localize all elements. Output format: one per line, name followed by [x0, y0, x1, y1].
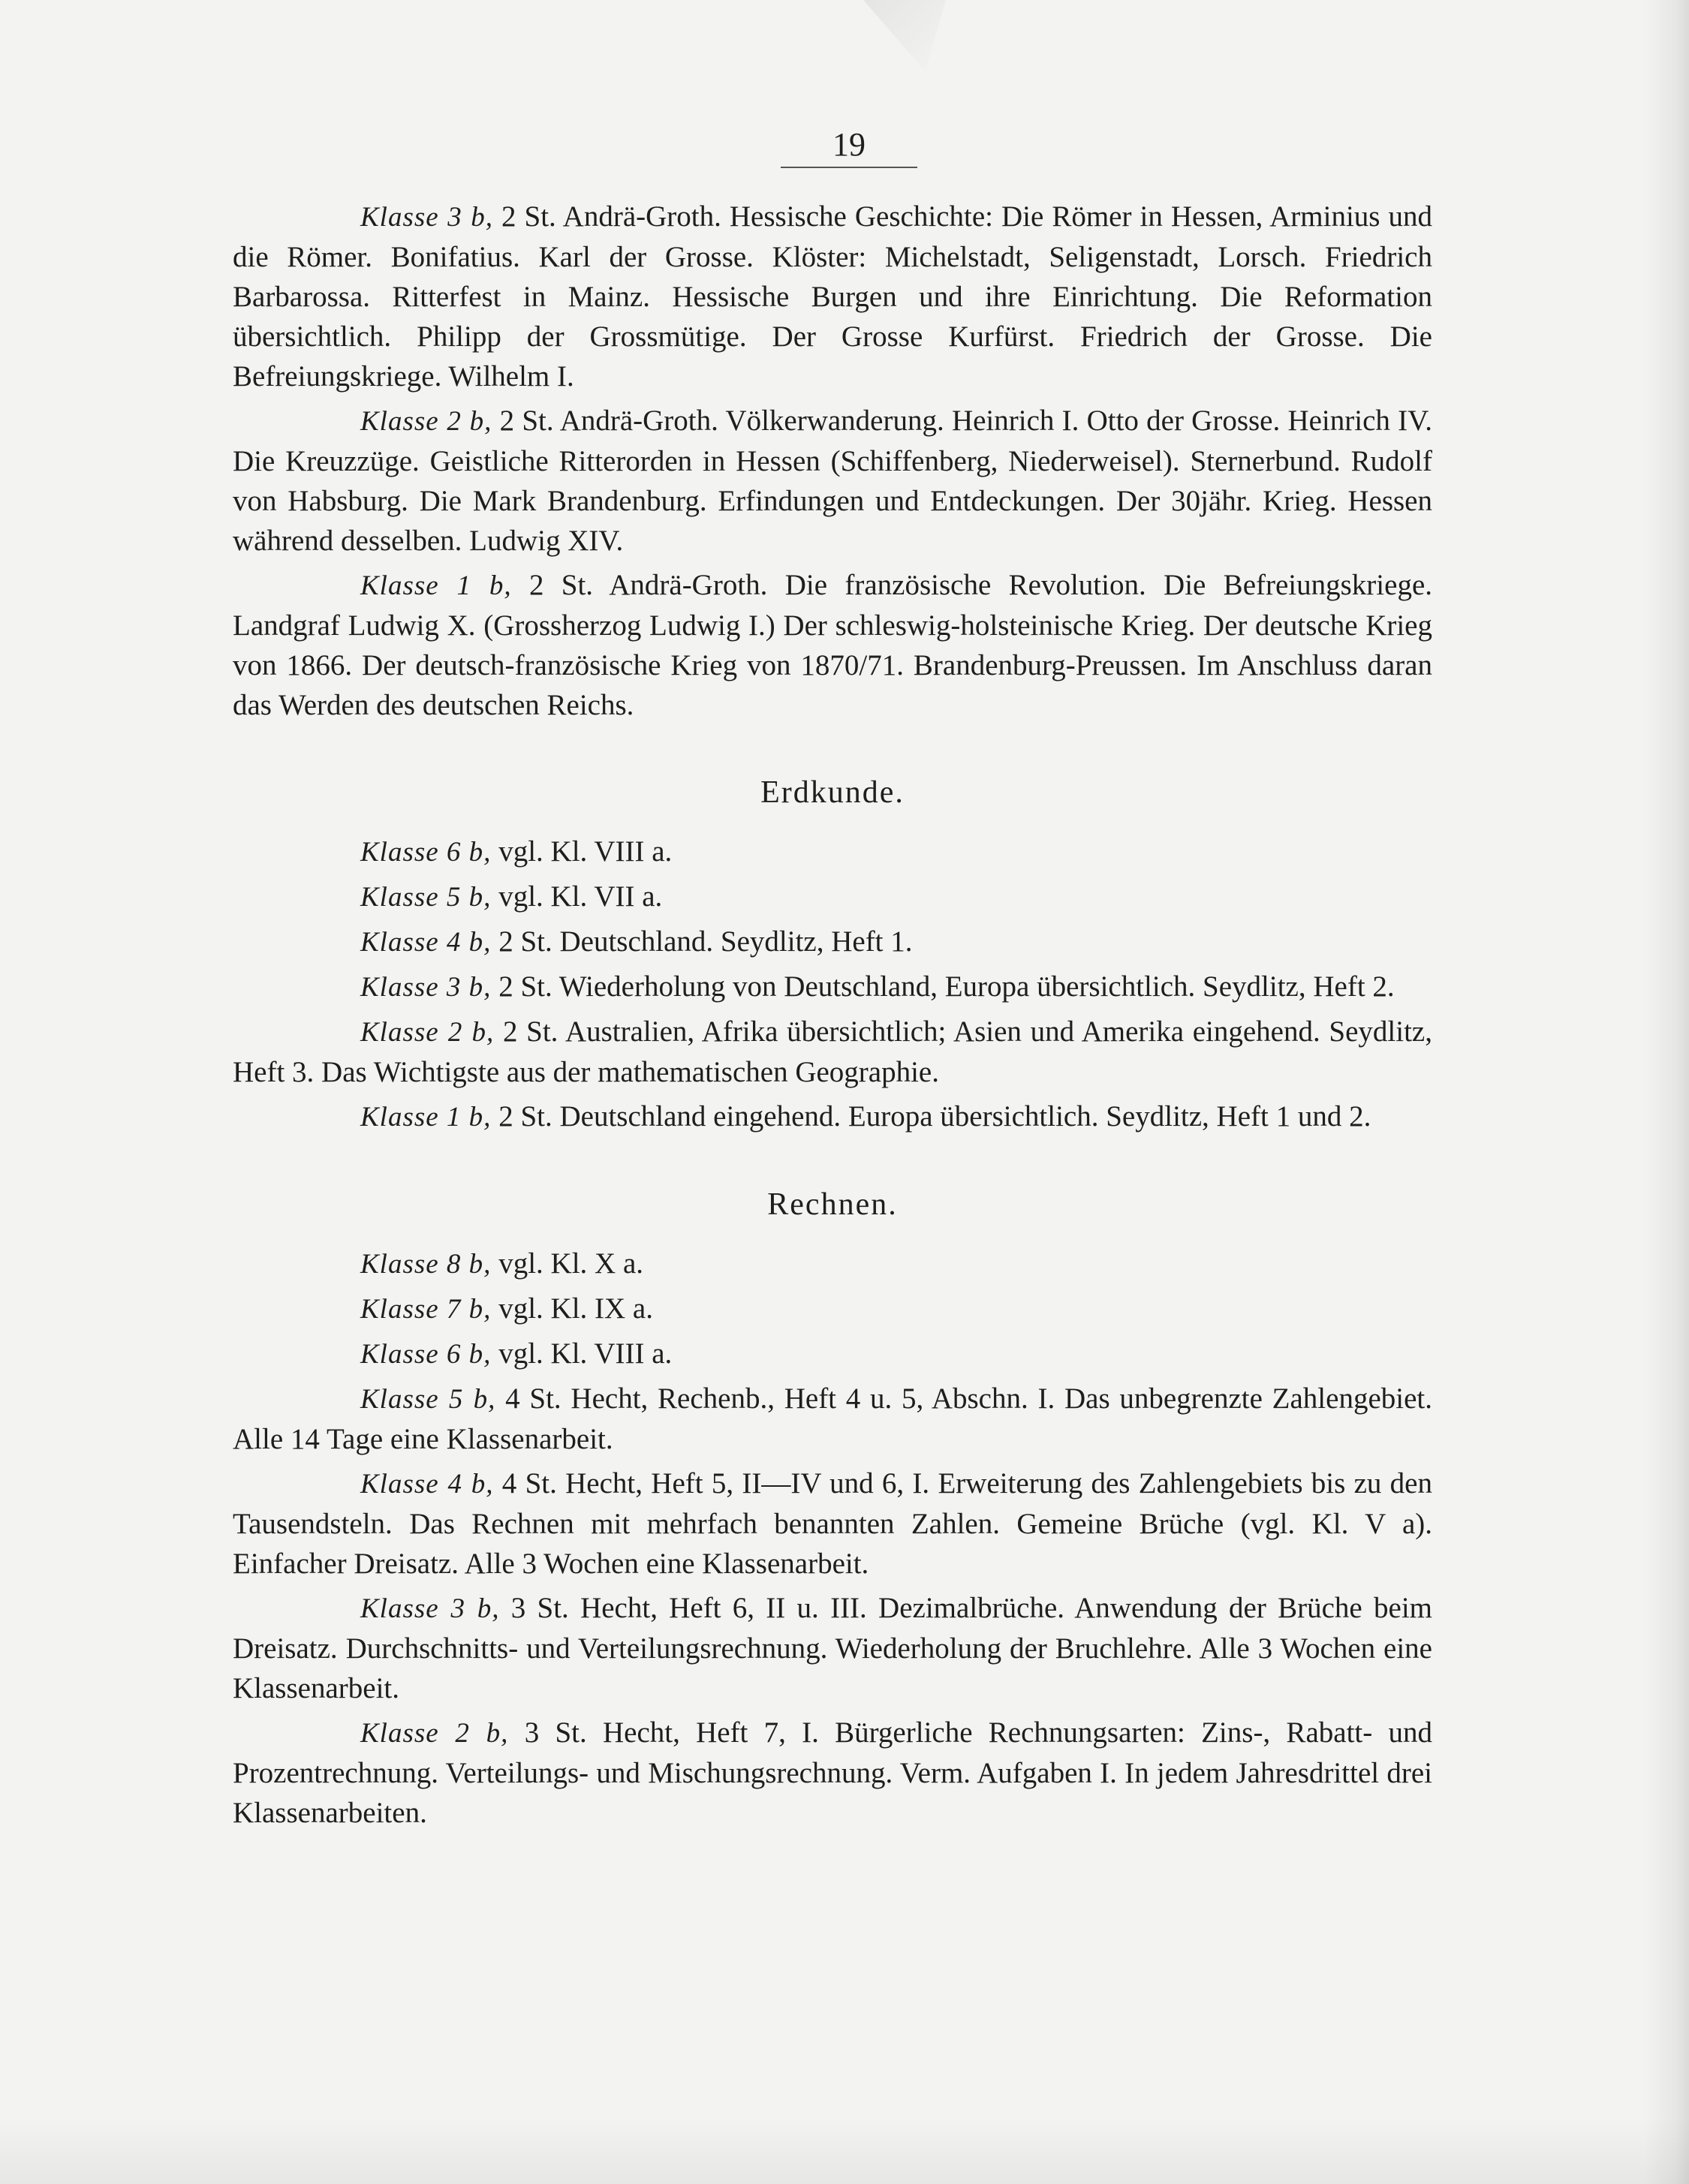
klasse-label: Klasse 1 b, [360, 570, 512, 601]
section-heading: Rechnen. [767, 1187, 898, 1222]
paragraph [233, 1244, 1432, 1284]
paragraph-text: vgl. Kl. X a. [491, 1247, 643, 1280]
section-rechnen [233, 1184, 1432, 1833]
paragraph-text: 3 St. Hecht, Heft 6, II u. III. Dezimalbrüche. Anwendung der Brüche beim Dreisatz. Durchschnitts- und Verteilungsrechnung. Wiederholung der Bruchlehre. Alle 3 Wochen eine Klassenarbeit. [233, 1592, 1432, 1704]
paragraph [233, 197, 1432, 396]
paragraph [233, 401, 1432, 561]
klasse-label: Klasse 2 b, [360, 1017, 495, 1048]
klasse-label: Klasse 7 b, [360, 1294, 492, 1325]
klasse-label: Klasse 4 b, [360, 1469, 494, 1500]
paragraph-text: 4 St. Hecht, Heft 5, II—IV und 6, I. Erweiterung des Zahlengebiets bis zu den Tausendsteln. Das Rechnen mit mehrfach benannten Zahlen. Gemeine Brüche (vgl. Kl. V a). Einfacher Dreisatz. Alle 3 Wochen eine Klassenarbeit. [233, 1467, 1432, 1580]
paragraph-text: 2 St. Australien, Afrika übersichtlich; Asien und Amerika eingehend. Seydlitz, Heft 3. Das Wichtigste aus der mathematischen Geographie. [233, 1015, 1432, 1088]
paragraph [233, 1097, 1432, 1137]
paragraph-text: vgl. Kl. VIII a. [491, 1337, 673, 1370]
page-bottom-shadow [0, 2116, 1689, 2184]
paragraph-text: 4 St. Hecht, Rechenb., Heft 4 u. 5, Abschn. I. Das unbegrenzte Zahlengebiet. Alle 14 Tage eine Klassenarbeit. [233, 1382, 1432, 1455]
paragraph-text: vgl. Kl. IX a. [491, 1292, 653, 1325]
paragraph [233, 1464, 1432, 1584]
paragraph [233, 832, 1432, 872]
paragraph-text: 2 St. Andrä-Groth. Völkerwanderung. Heinrich I. Otto der Grosse. Heinrich IV. Die Kreuzzüge. Geistliche Ritterorden in Hessen (Schiffenberg, Niederweisel). Sternerbund. Rudolf von Habsburg. Die Mark Brandenburg. Erfindungen und Entdeckungen. Der 30jähr. Krieg. Hessen während desselben. Ludwig XIV. [233, 405, 1432, 557]
section-heading: Erdkunde. [760, 775, 905, 810]
paragraph-text: 3 St. Hecht, Heft 7, I. Bürgerliche Rechnungsarten: Zins-, Rabatt- und Prozentrechnung. Verteilungs- und Mischungsrechnung. Verm. Aufgaben I. In jedem Jahresdrittel drei Klassenarbeiten. [233, 1716, 1432, 1829]
paragraph-text: 2 St. Andrä-Groth. Die französische Revolution. Die Befreiungskriege. Landgraf Ludwig X. (Grossherzog Ludwig I.) Der schleswig-holsteinische Krieg. Der deutsche Krieg von 1866. Der deutsch-französische Krieg von 1870/71. Brandenburg-Preussen. Im Anschluss daran das Werden des deutschen Reichs. [233, 569, 1432, 721]
paragraph-text: vgl. Kl. VII a. [491, 880, 663, 913]
paragraph [233, 565, 1432, 725]
paragraph [233, 922, 1432, 962]
page-number-rule [781, 167, 917, 168]
section-geschichte [233, 197, 1432, 725]
paragraph [233, 1012, 1432, 1092]
page-content [233, 197, 1432, 1837]
paragraph [233, 877, 1432, 917]
paragraph-text: vgl. Kl. VIII a. [491, 835, 673, 868]
klasse-label: Klasse 4 b, [360, 927, 492, 958]
paragraph [233, 1713, 1432, 1833]
paragraph-text: 2 St. Deutschland eingehend. Europa übersichtlich. Seydlitz, Heft 1 und 2. [491, 1100, 1371, 1133]
klasse-label: Klasse 5 b, [360, 882, 492, 913]
paragraph [233, 1289, 1432, 1329]
paragraph [233, 967, 1432, 1007]
paragraph [233, 1588, 1432, 1708]
paragraph [233, 1334, 1432, 1374]
section-erdkunde [233, 772, 1432, 1137]
paragraph-text: 2 St. Wiederholung von Deutschland, Europa übersichtlich. Seydlitz, Heft 2. [491, 970, 1395, 1003]
paragraph-text: 2 St. Andrä-Groth. Hessische Geschichte: Die Römer in Hessen, Arminius und die Römer. Bonifatius. Karl der Grosse. Klöster: Michelstadt, Seligenstadt, Lorsch. Friedrich Barbarossa. Ritterfest in Mainz. Hessische Burgen und ihre Einrichtung. Die Reformation übersichtlich. Philipp der Grossmütige. Der Grosse Kurfürst. Friedrich der Grosse. Die Befreiungskriege. Wilhelm I. [233, 200, 1432, 393]
klasse-label: Klasse 6 b, [360, 1339, 492, 1370]
paragraph [233, 1379, 1432, 1459]
klasse-label: Klasse 3 b, [360, 202, 493, 233]
paragraph-text: 2 St. Deutschland. Seydlitz, Heft 1. [491, 925, 913, 958]
page-fold-shadow [863, 0, 946, 71]
klasse-label: Klasse 2 b, [360, 406, 492, 437]
klasse-label: Klasse 6 b, [360, 837, 492, 868]
klasse-label: Klasse 2 b, [360, 1718, 509, 1749]
klasse-label: Klasse 5 b, [360, 1384, 496, 1415]
klasse-label: Klasse 1 b, [360, 1102, 492, 1133]
klasse-label: Klasse 3 b, [360, 1593, 500, 1624]
page-edge-shadow [1644, 0, 1689, 2184]
klasse-label: Klasse 8 b, [360, 1249, 492, 1280]
klasse-label: Klasse 3 b, [360, 972, 492, 1003]
page-number: 19 [832, 126, 866, 163]
